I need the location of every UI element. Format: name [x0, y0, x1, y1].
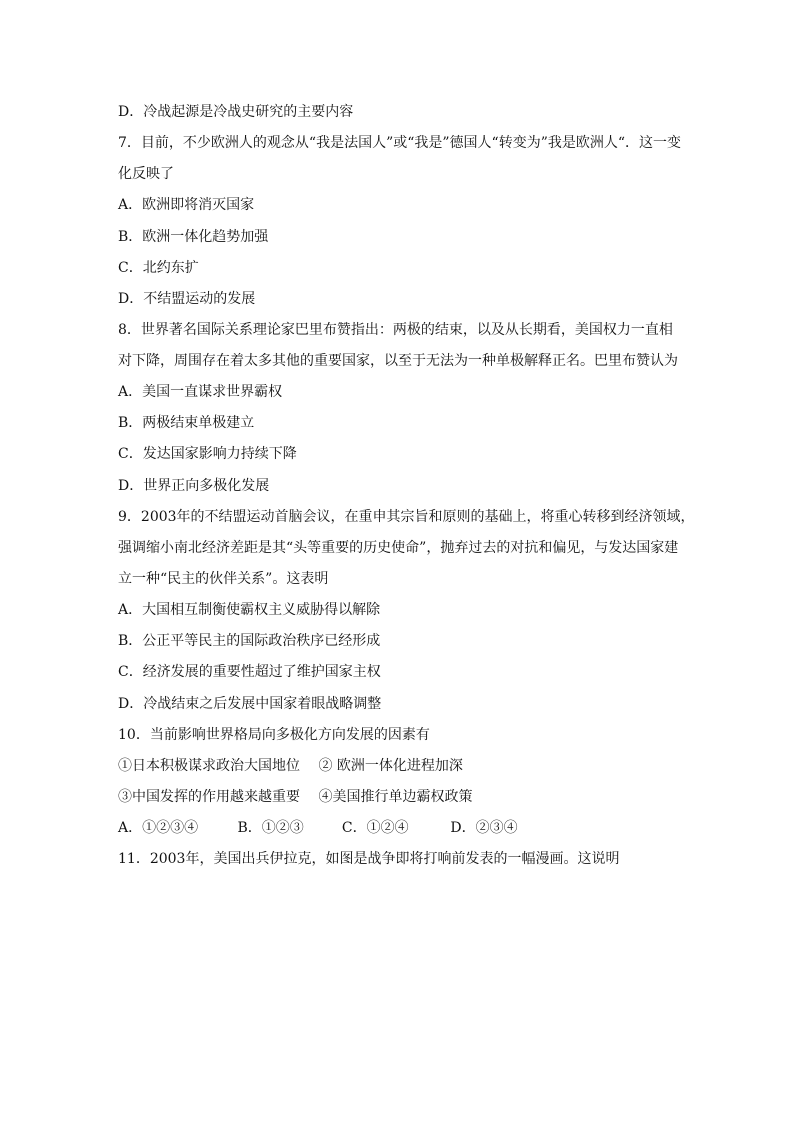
q9-stem-line3: 立一种“民主的伙伴关系”。这表明: [118, 571, 329, 587]
q8-option-b: B．两极结束单极建立: [118, 415, 255, 431]
q6-option-d: D．冷战起源是冷战史研究的主要内容: [118, 104, 354, 120]
q9-option-a: A．大国相互制衡使霸权主义威胁得以解除: [118, 602, 381, 618]
q9-option-b: B．公正平等民主的国际政治秩序已经形成: [118, 633, 381, 649]
q11-stem: 11．2003年，美国出兵伊拉克，如图是战争即将打响前发表的一幅漫画。这说明: [118, 851, 620, 867]
q8-stem-line2: 对下降，周围存在着太多其他的重要国家，以至于无法为一种单极解释正名。巴里布赞认为: [118, 353, 678, 369]
q7-option-c: C．北约东扩: [118, 260, 199, 276]
q8-option-a: A．美国一直谋求世界霸权: [118, 384, 283, 400]
q9-option-d: D．冷战结束之后发展中国家着眼战略调整: [118, 696, 382, 712]
q10-stem: 10．当前影响世界格局向多极化方向发展的因素有: [118, 727, 430, 743]
q8-stem-line1: 8．世界著名国际关系理论家巴里布赞指出：两极的结束，以及从长期看，美国权力一直相: [118, 322, 673, 338]
q10-option-d: D．②③④: [450, 820, 518, 836]
q9-stem-line1: 9．2003年的不结盟运动首脑会议，在重申其宗旨和原则的基础上，将重心转移到经济领域，: [118, 509, 695, 525]
q10-items-line2: ③中国发挥的作用越来越重要 ④美国推行单边霸权政策: [118, 789, 473, 805]
q8-option-c: C．发达国家影响力持续下降: [118, 446, 297, 462]
q7-option-d: D．不结盟运动的发展: [118, 291, 256, 307]
q7-option-a: A．欧洲即将消灭国家: [118, 197, 255, 213]
q7-stem-line2: 化反映了: [118, 166, 174, 182]
q10-option-a: A．①②③④: [118, 820, 199, 836]
q10-option-b: B．①②③: [237, 820, 304, 836]
q7-option-b: B．欧洲一体化趋势加强: [118, 229, 269, 245]
q9-stem-line2: 强调缩小南北经济差距是其“头等重要的历史使命”，抛弃过去的对抗和偏见，与发达国家建: [118, 540, 679, 556]
q9-option-c: C．经济发展的重要性超过了维护国家主权: [118, 664, 381, 680]
q7-stem-line1: 7．目前，不少欧洲人的观念从“我是法国人”或“我是”德国人“转变为”我是欧洲人“．这一变: [118, 135, 682, 151]
q10-items-line1: ①日本积极谋求政治大国地位 ② 欧洲一体化进程加深: [118, 758, 463, 774]
q10-options: [118, 818, 518, 838]
q10-option-c: C．①②④: [341, 820, 409, 836]
q8-option-d: D．世界正向多极化发展: [118, 478, 270, 494]
